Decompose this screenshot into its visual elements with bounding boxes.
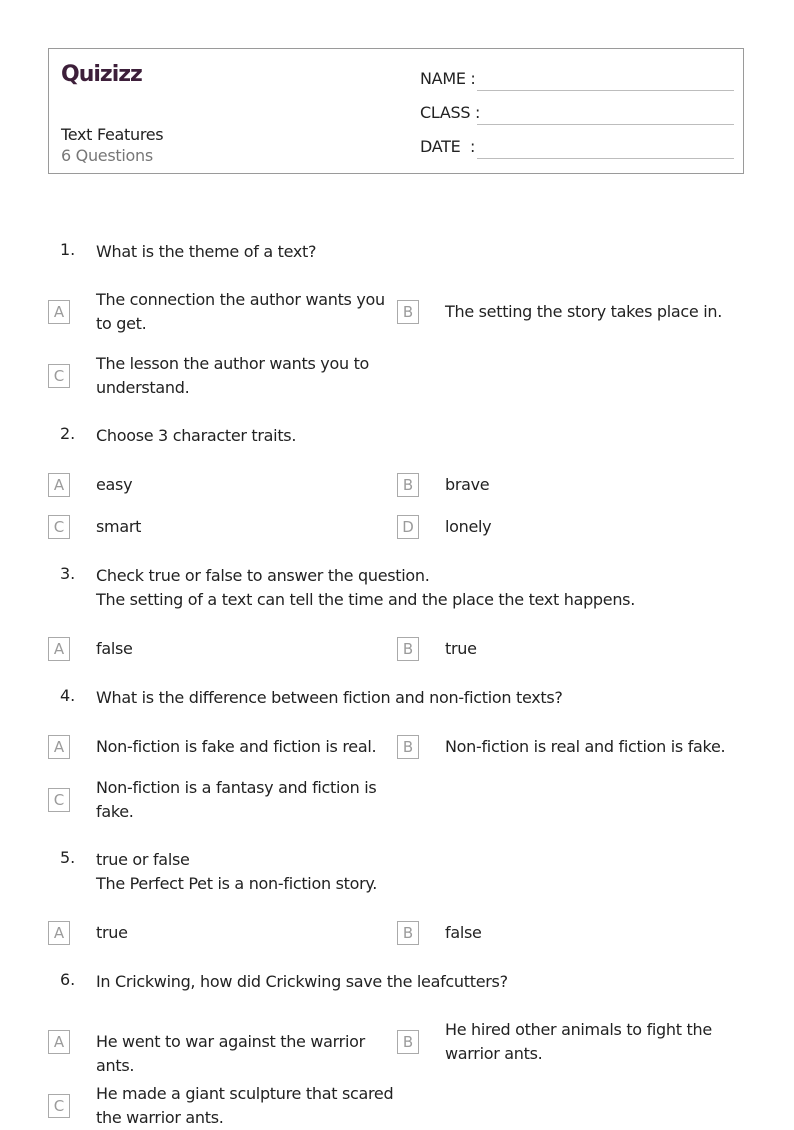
option-text: false: [445, 923, 482, 942]
option-text: The connection the author wants you to get.: [96, 290, 385, 333]
option-text: Non-fiction is real and fiction is fake.: [445, 737, 726, 756]
question-text: [96, 686, 563, 710]
option-letter-box[interactable]: A: [48, 300, 70, 324]
option-text: easy: [96, 475, 133, 494]
question-text: [96, 564, 635, 612]
option-letter-box[interactable]: B: [397, 637, 419, 661]
option-letter-box[interactable]: A: [48, 637, 70, 661]
worksheet-header: [48, 48, 744, 174]
question-line: true or false: [96, 850, 190, 869]
option-text: true: [445, 639, 477, 658]
question-text: [96, 970, 508, 994]
question-line: Check true or false to answer the question.: [96, 566, 430, 585]
svg-text:Quizizz: Quizizz: [61, 62, 142, 87]
option-letter-box[interactable]: C: [48, 515, 70, 539]
option-letter-box[interactable]: D: [397, 515, 419, 539]
question-line: In Crickwing, how did Crickwing save the leafcutters?: [96, 972, 508, 991]
question-count: 6 Questions: [61, 146, 153, 165]
option-letter-box[interactable]: B: [397, 735, 419, 759]
option-letter-box[interactable]: A: [48, 473, 70, 497]
option-letter-box[interactable]: C: [48, 364, 70, 388]
option-text: true: [96, 923, 128, 942]
option-text: smart: [96, 517, 142, 536]
name-label: NAME :: [420, 69, 476, 88]
question-line: The Perfect Pet is a non-fiction story.: [96, 874, 378, 893]
option-text: The lesson the author wants you to understand.: [96, 354, 370, 397]
question-line: Choose 3 character traits.: [96, 426, 297, 445]
option-text: brave: [445, 475, 490, 494]
date-field[interactable]: [420, 137, 734, 161]
class-line[interactable]: [477, 124, 734, 125]
option-text: false: [96, 639, 133, 658]
question-text: [96, 424, 296, 448]
date-label: DATE :: [420, 137, 476, 156]
option-letter-box[interactable]: A: [48, 1030, 70, 1054]
option-letter-box[interactable]: A: [48, 921, 70, 945]
option-text: The setting the story takes place in.: [445, 302, 723, 321]
question-number: 3.: [60, 564, 76, 583]
option-letter-box[interactable]: B: [397, 300, 419, 324]
name-line[interactable]: [477, 90, 734, 91]
question-number: 2.: [60, 424, 76, 443]
date-line[interactable]: [477, 158, 734, 159]
option-letter-box[interactable]: C: [48, 788, 70, 812]
question-number: 4.: [60, 686, 76, 705]
option-letter-box[interactable]: B: [397, 1030, 419, 1054]
option-text: He went to war against the warrior ants.: [96, 1032, 365, 1075]
class-field[interactable]: [420, 103, 734, 127]
option-letter-box[interactable]: B: [397, 921, 419, 945]
question-line: What is the theme of a text?: [96, 242, 317, 261]
question-number: 1.: [60, 240, 76, 259]
question-text: [96, 240, 316, 264]
option-letter-box[interactable]: C: [48, 1094, 70, 1118]
worksheet-title: Text Features: [61, 125, 164, 144]
question-number: 5.: [60, 848, 76, 867]
quizizz-logo: [61, 59, 153, 87]
question-line: The setting of a text can tell the time and the place the text happens.: [96, 590, 635, 609]
option-letter-box[interactable]: A: [48, 735, 70, 759]
name-field[interactable]: [420, 69, 734, 93]
question-text: [96, 848, 377, 896]
class-label: CLASS :: [420, 103, 481, 122]
option-text: Non-fiction is a fantasy and fiction is fake.: [96, 778, 377, 821]
option-text: lonely: [445, 517, 492, 536]
question-line: What is the difference between fiction and non-fiction texts?: [96, 688, 563, 707]
option-text: Non-fiction is fake and fiction is real.: [96, 737, 377, 756]
question-number: 6.: [60, 970, 76, 989]
option-text: He made a giant sculpture that scared the warrior ants.: [96, 1084, 394, 1127]
option-letter-box[interactable]: B: [397, 473, 419, 497]
option-text: He hired other animals to fight the warrior ants.: [445, 1020, 712, 1063]
